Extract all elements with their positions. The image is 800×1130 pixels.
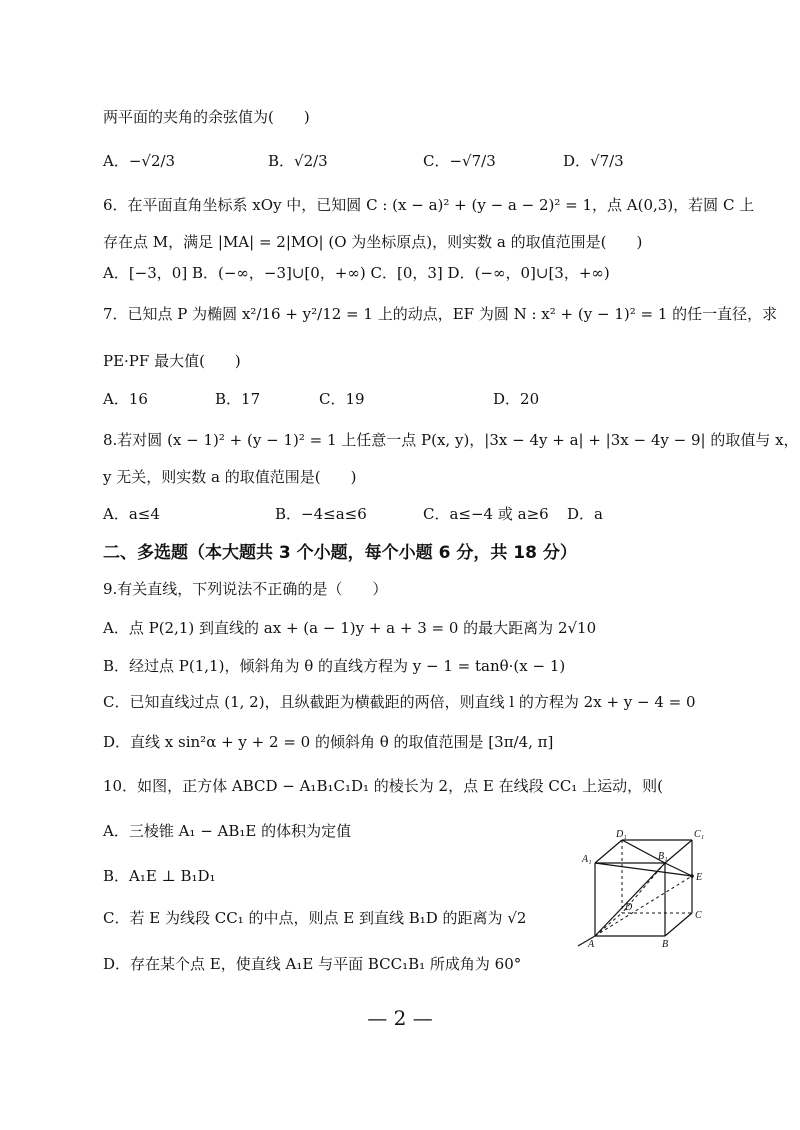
q5-option-c: C．−√7/3: [423, 152, 496, 170]
q6-line-2: 存在点 M，满足 |MA| = 2|MO| (O 为坐标原点)，则实数 a 的取值范围是( ): [103, 233, 643, 251]
q6-options: A．[−3，0] B．(−∞，−3]∪[0，+∞) C．[0，3] D．(−∞，0]∪[3，+∞): [103, 264, 610, 282]
q9-option-a: A．点 P(2,1) 到直线的 ax + (a − 1)y + a + 3 = 0 的最大距离为 2√10: [103, 619, 597, 637]
q8-line-1: 8.若对圆 (x − 1)² + (y − 1)² = 1 上任意一点 P(x, y)，|3x − 4y + a| + |3x − 4y − 9| 的取值与 x，: [103, 431, 799, 449]
q7-option-d: D．20: [493, 390, 540, 408]
q9-option-c: C．已知直线过点 (1, 2)，且纵截距为横截距的两倍，则直线 l 的方程为 2x + y − 4 = 0: [103, 693, 696, 711]
label-b: B: [662, 939, 669, 950]
q7-option-b: B．17: [215, 390, 261, 408]
q8-option-a: A．a≤4: [103, 505, 160, 523]
q5-option-d: D．√7/3: [563, 152, 624, 170]
label-a: A: [588, 939, 595, 950]
q7-line-2: PE·PF 最大值( ): [103, 352, 241, 370]
point-e: [690, 874, 694, 878]
q8-option-c: C．a≤−4 或 a≥6: [423, 505, 549, 523]
segment-a-b1: [595, 863, 665, 936]
q7-option-c: C．19: [319, 390, 365, 408]
q5-option-a: A．−√2/3: [103, 152, 176, 170]
q10-option-c: C．若 E 为线段 CC₁ 的中点，则点 E 到直线 B₁D 的距离为 √2: [103, 909, 527, 927]
q7-line-1: 7．已知点 P 为椭圆 x²/16 + y²/12 = 1 上的动点，EF 为圆 N : x² + (y − 1)² = 1 的任一直径，求: [103, 305, 778, 323]
q10-stem: 10．如图，正方体 ABCD − A₁B₁C₁D₁ 的棱长为 2，点 E 在线段 CC₁ 上运动，则(: [103, 777, 663, 795]
edge-b1-c1: [665, 840, 692, 863]
section-2-heading: 二、多选题（本大题共 3 个小题，每个小题 6 分，共 18 分）: [103, 543, 577, 563]
q6-line-1: 6．在平面直角坐标系 xOy 中，已知圆 C : (x − a)² + (y − a − 2)² = 1，点 A(0,3)，若圆 C 上: [103, 196, 755, 214]
label-e: E: [696, 872, 703, 883]
q9-stem: 9.有关直线，下列说法不正确的是（ ）: [103, 580, 388, 598]
q9-option-b: B．经过点 P(1,1)，倾斜角为 θ 的直线方程为 y − 1 = tanθ·(x − 1): [103, 657, 566, 675]
q8-line-2: y 无关，则实数 a 的取值范围是( ): [103, 468, 357, 486]
q5-option-b: B．√2/3: [268, 152, 328, 170]
q10-option-a: A．三棱锥 A₁ − AB₁E 的体积为定值: [103, 822, 352, 840]
q9-option-d: D．直线 x sin²α + y + 2 = 0 的倾斜角 θ 的取值范围是 [3π/4, π]: [103, 733, 554, 751]
edge-b-c: [665, 913, 692, 936]
q5-stem-end: 两平面的夹角的余弦值为( ): [103, 108, 310, 126]
cube-figure: [570, 826, 730, 950]
label-d1: D₁: [616, 829, 627, 840]
label-c1: C₁: [694, 829, 705, 840]
q7-option-a: A．16: [103, 390, 148, 408]
q10-option-b: B．A₁E ⊥ B₁D₁: [103, 867, 216, 885]
label-c: C: [695, 910, 702, 921]
q10-option-d: D．存在某个点 E，使直线 A₁E 与平面 BCC₁B₁ 所成角为 60°: [103, 955, 522, 973]
label-a1: A₁: [582, 854, 592, 865]
q8-option-d: D．a: [567, 505, 603, 523]
q8-option-b: B．−4≤a≤6: [275, 505, 367, 523]
label-b1: B₁: [658, 851, 668, 862]
edge-a1-d1: [595, 840, 622, 863]
page-number: — 2 —: [367, 1006, 433, 1030]
label-d: D: [625, 902, 633, 913]
